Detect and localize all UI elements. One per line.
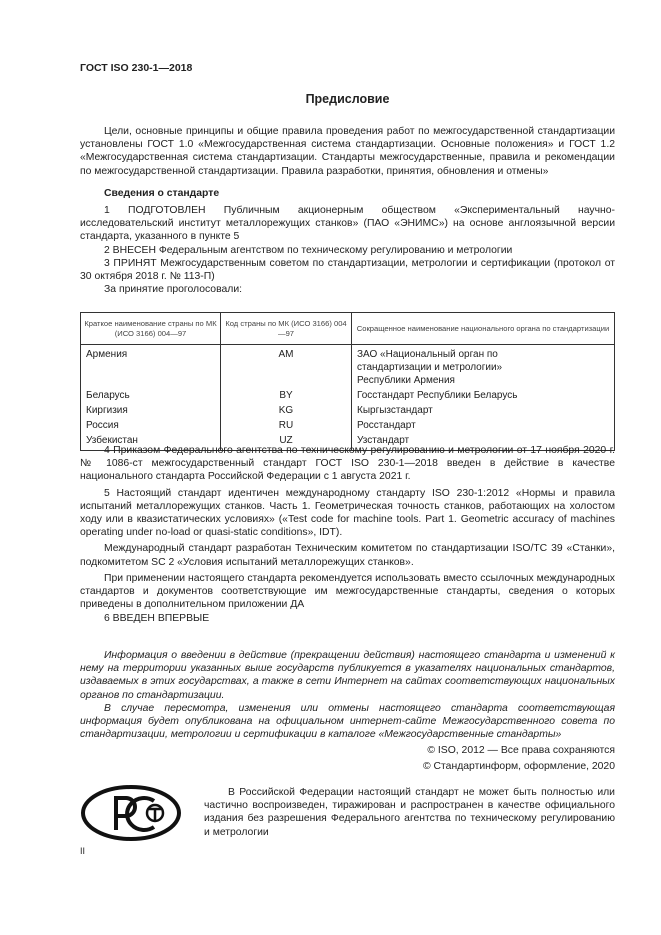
- country-cell: Киргизия: [81, 403, 221, 418]
- agency-cell: Госстандарт Республики Беларусь: [352, 388, 615, 403]
- voting-table: [80, 312, 615, 451]
- agency-cell: Росстандарт: [352, 418, 615, 433]
- page-title: Предисловие: [305, 92, 390, 106]
- item-paragraph: 5 Настоящий стандарт идентичен международному стандарту ISO 230-1:2012 «Нормы и правила испытаний металлорежущих станков. Часть 1. Геометрическая точность станков, работающих на холостом ходу или в квазистатических условиях» («Test code for machine tools. Part 1. Geometric accuracy of machines operating under no-load or quasi-static conditions», IDT).: [80, 487, 615, 539]
- document-code: ГОСТ ISO 230-1—2018: [80, 62, 193, 74]
- preface-section: [80, 125, 615, 296]
- country-cell: Беларусь: [81, 388, 221, 403]
- item-paragraph: 6 ВВЕДЕН ВПЕРВЫЕ: [104, 613, 210, 625]
- item-paragraph: При применении настоящего стандарта рекомендуется использовать вместо ссылочных международных стандартов и документов соответствующие им межгосударственные стандарты, сведения о которых приведены в дополнительном приложении ДА: [80, 572, 615, 611]
- table-row: [81, 418, 615, 433]
- item-paragraph: 2 ВНЕСЕН Федеральным агентством по техническому регулированию и метрологии: [104, 244, 513, 256]
- code-cell: UZ: [221, 433, 352, 451]
- legal-notice: В Российской Федерации настоящий стандарт не может быть полностью или частично воспроизведен, тиражирован и распространен в качестве официального издания без разрешения Федерального агентства по техническому регулированию и метрологии: [204, 787, 615, 838]
- table-header: Краткое наименование страны по МК (ИСО 3166) 004—97: [81, 313, 221, 345]
- rst-logo-icon: [80, 784, 182, 842]
- item-paragraph: Международный стандарт разработан Техническим комитетом по стандартизации ISO/TC 39 «Станки», подкомитетом SC 2 «Условия испытаний металлорежущих станков».: [80, 543, 615, 568]
- note-paragraph: В случае пересмотра, изменения или отмены настоящего стандарта соответствующая информация будет опубликована на официальном интернет-сайте Межгосударственного совета по стандартизации, метрологии и сертификации в каталоге «Межгосударственные стандарты»: [80, 702, 615, 741]
- country-cell: Армения: [81, 345, 221, 389]
- table-row: [81, 345, 615, 389]
- agency-cell: Кыргызстандарт: [352, 403, 615, 418]
- item-paragraph: 1 ПОДГОТОВЛЕН Публичным акционерным обществом «Экспериментальный научно-исследовательский институт металлорежущих станков» (ПАО «ЭНИМС») на основе англоязычной версии стандарта, указанного в пункте 5: [80, 205, 615, 243]
- table-row: [81, 388, 615, 403]
- code-cell: KG: [221, 403, 352, 418]
- item-paragraph: 4 Приказом Федерального агентства по техническому регулированию и метрологии от 17 ноября 2020 г. № 1086-ст межгосударственный стандарт ГОСТ ISO 230-1—2018 введен в действие в качестве национального стандарта Российской Федерации с 1 августа 2021 г.: [80, 445, 615, 483]
- note-paragraph: Информация о введении в действие (прекращении действия) настоящего стандарта и изменений к нему на территории указанных выше государств публикуется в указателях национальных стандартов, издаваемых в этих государствах, а также в сети Интернет на сайтах соответствующих национальных органов по стандартизации.: [80, 650, 615, 701]
- copyright-block: [423, 743, 615, 775]
- country-cell: Россия: [81, 418, 221, 433]
- agency-cell: ЗАО «Национальный орган по стандартизации и метрологии» Республики Армения: [352, 345, 615, 389]
- agency-cell: Узстандарт: [352, 433, 615, 451]
- table-row: [81, 403, 615, 418]
- code-cell: RU: [221, 418, 352, 433]
- table-header: Сокращенное наименование национального органа по стандартизации: [352, 313, 615, 345]
- intro-paragraph: Цели, основные принципы и общие правила проведения работ по межгосударственной стандартизации установлены ГОСТ 1.0 «Межгосударственная система стандартизации. Основные положения» и ГОСТ 1.2 «Межгосударственная система стандартизации. Стандарты межгосударственные, правила и рекомендации по межгосударственной стандартизации. Правила разработки, принятия, обновления и отмены»: [80, 126, 615, 177]
- standard-details: [80, 444, 615, 626]
- table-header: Код страны по МК (ИСО 3166) 004—97: [221, 313, 352, 345]
- voted-label: За принятие проголосовали:: [104, 284, 243, 296]
- info-heading: Сведения о стандарте: [104, 187, 220, 199]
- copyright-line: © Стандартинформ, оформление, 2020: [422, 761, 615, 772]
- notes-section: [80, 649, 615, 741]
- item-paragraph: 3 ПРИНЯТ Межгосударственным советом по стандартизации, метрологии и сертификации (протокол от 30 октября 2018 г. № 113-П): [80, 257, 615, 283]
- page-number: II: [80, 846, 86, 856]
- country-cell: Узбекистан: [81, 433, 221, 451]
- code-cell: BY: [221, 388, 352, 403]
- code-cell: AM: [221, 345, 352, 389]
- copyright-line: © ISO, 2012 — Все права сохраняются: [427, 745, 615, 756]
